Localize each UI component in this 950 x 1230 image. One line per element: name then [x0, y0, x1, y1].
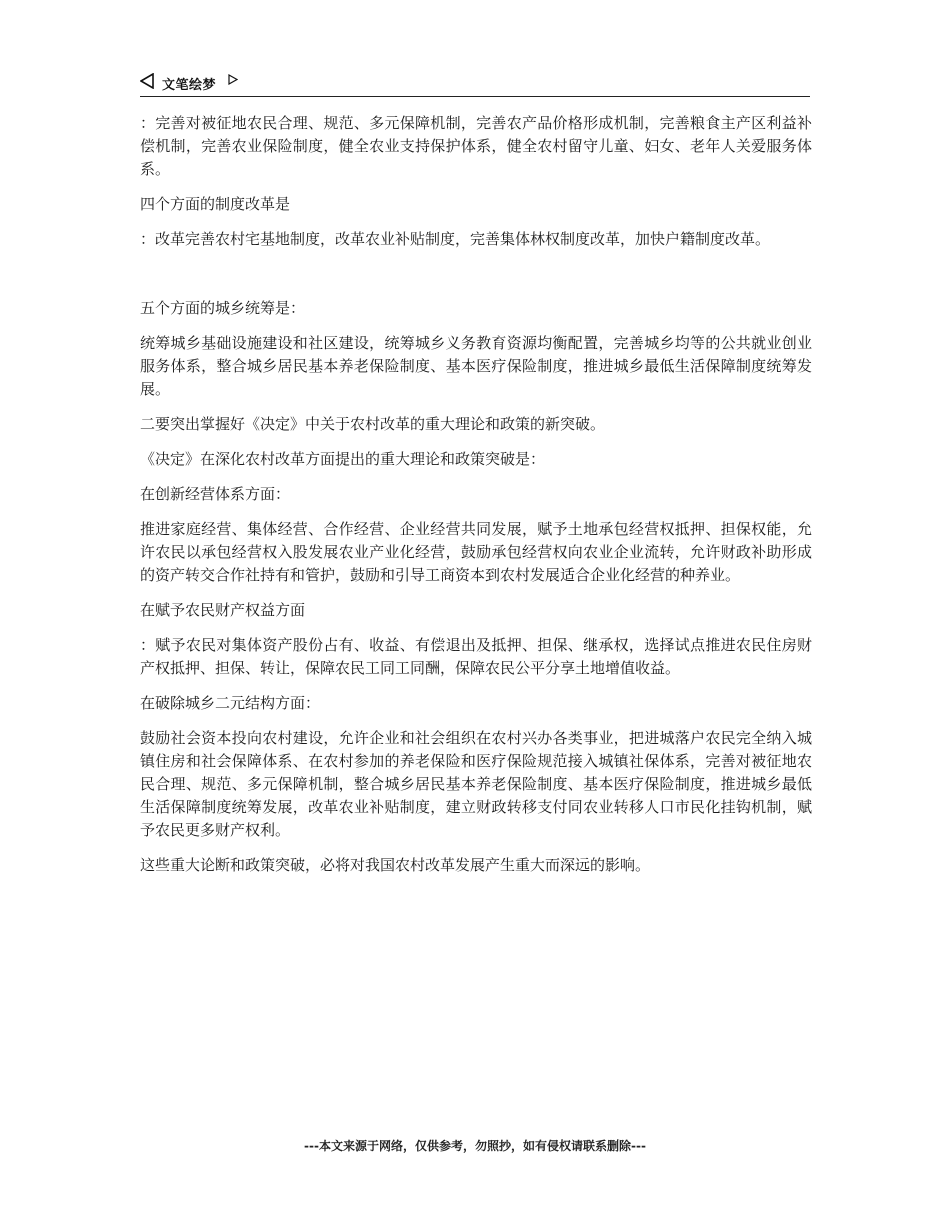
paragraph: 在破除城乡二元结构方面：: [140, 694, 321, 712]
page-header: [140, 70, 810, 97]
paragraph: 在创新经营体系方面：: [140, 485, 291, 503]
footer-disclaimer: ---本文来源于网络，仅供参考，勿照抄，如有侵权请联系删除---: [304, 1139, 646, 1153]
paragraph: 鼓励社会资本投向农村建设，允许企业和社会组织在农村兴办各类事业，把进城落户农民完全纳入城镇住房和社会保障体系、在农村参加的养老保险和医疗保险规范接入城镇社保体系，完善对被征地农民合理、规范、多元保障机制，整合城乡居民基本养老保险制度、基本医疗保险制度，推进城乡最低生活保障制度统筹发展，改革农业补贴制度，建立财政转移支付同农业转移人口市民化挂钩机制，赋予农民更多财产权利。: [140, 729, 812, 839]
paragraph: 这些重大论断和政策突破，必将对我国农村改革发展产生重大而深远的影响。: [140, 856, 651, 874]
triangle-left-icon: [140, 73, 154, 89]
paragraph: 《决定》在深化农村改革方面提出的重大理论和政策突破是：: [140, 450, 546, 468]
paragraph: ：改革完善农村宅基地制度，改革农业补贴制度，完善集体林权制度改革，加快户籍制度改革。: [140, 230, 771, 248]
paragraph: 四个方面的制度改革是: [140, 195, 291, 213]
paragraph: 推进家庭经营、集体经营、合作经营、企业经营共同发展，赋予土地承包经营权抵押、担保权能，允许农民以承包经营权入股发展农业产业化经营，鼓励承包经营权向农业企业流转，允许财政补助形成的资产转交合作社持有和管护，鼓励和引导工商资本到农村发展适合企业化经营的种养业。: [140, 520, 812, 584]
paragraph: 在赋予农民财产权益方面: [140, 601, 306, 619]
document-body: [140, 112, 812, 889]
paragraph: 五个方面的城乡统筹是：: [140, 299, 306, 317]
paragraph: ：完善对被征地农民合理、规范、多元保障机制，完善农产品价格形成机制，完善粮食主产区利益补偿机制，完善农业保险制度，健全农业支持保护体系，健全农村留守儿童、妇女、老年人关爱服务体系。: [140, 114, 812, 178]
triangle-right-icon: [228, 74, 238, 85]
paragraph: 统筹城乡基础设施建设和社区建设，统筹城乡义务教育资源均衡配置，完善城乡均等的公共就业创业服务体系，整合城乡居民基本养老保险制度、基本医疗保险制度，推进城乡最低生活保障制度统筹发展。: [140, 334, 812, 398]
paragraph: ：赋予农民对集体资产股份占有、收益、有偿退出及抵押、担保、继承权，选择试点推进农民住房财产权抵押、担保、转让，保障农民工同工同酬，保障农民公平分享土地增值收益。: [140, 636, 812, 677]
paragraph: 二要突出掌握好《决定》中关于农村改革的重大理论和政策的新突破。: [140, 415, 606, 433]
brand-title: 文笔绘梦: [162, 78, 217, 93]
